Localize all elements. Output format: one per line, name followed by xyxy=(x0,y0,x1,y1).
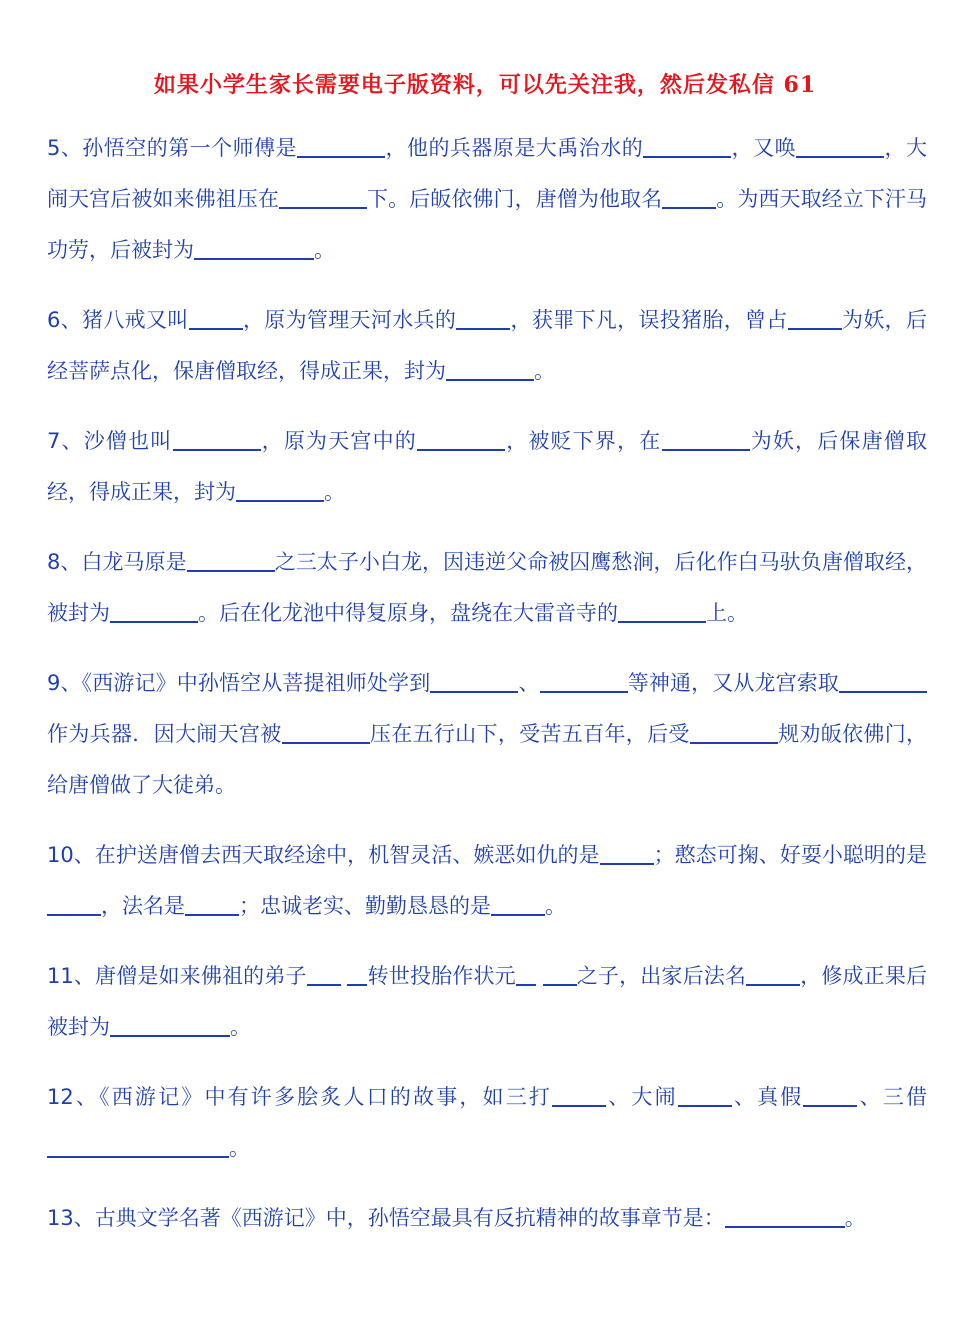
question-text: 转世投胎作状元 xyxy=(367,964,516,988)
answer-blank xyxy=(173,428,261,451)
answer-blank xyxy=(803,1084,857,1107)
question-text: ，原为天宫中的 xyxy=(260,429,417,453)
question-text: ，原为管理天河水兵的 xyxy=(242,308,457,332)
answer-blank xyxy=(540,670,628,693)
question-text: 。 xyxy=(324,480,345,504)
question-text: 9、《西游记》中孙悟空从菩提祖师处学到 xyxy=(47,671,431,695)
answer-blank xyxy=(187,549,275,572)
answer-blank xyxy=(662,186,716,209)
answer-blank xyxy=(47,893,101,916)
question-5 xyxy=(47,123,927,276)
question-text: 规劝皈依佛门，给唐僧做了大徒弟。 xyxy=(47,722,928,797)
question-text: 。 xyxy=(314,238,335,262)
answer-blank xyxy=(189,307,243,330)
question-text: 。后在化龙池中得复原身，盘绕在大雷音寺的 xyxy=(198,601,618,625)
question-text: 为妖，后经菩萨点化，保唐僧取经，得成正果，封为 xyxy=(47,308,928,383)
answer-blank xyxy=(788,307,842,330)
answer-blank xyxy=(746,963,800,986)
question-text: 13、古典文学名著《西游记》中，孙悟空最具有反抗精神的故事章节是： xyxy=(47,1206,725,1230)
answer-blank xyxy=(690,721,778,744)
question-text: 10、在护送唐僧去西天取经途中，机智灵活、嫉恶如仇的是 xyxy=(47,843,600,867)
question-text: 6、猪八戒又叫 xyxy=(47,308,189,332)
answer-blank xyxy=(678,1084,732,1107)
question-text: ，法名是 xyxy=(101,894,185,918)
page-header: 如果小学生家长需要电子版资料，可以先关注我，然后发私信 61 xyxy=(153,72,817,98)
answer-blank xyxy=(662,428,750,451)
question-text: ，又唤 xyxy=(731,136,797,160)
answer-blank xyxy=(643,135,731,158)
answer-blank xyxy=(110,600,198,623)
question-text: ，大闹天宫后被如来佛祖压在 xyxy=(47,136,928,211)
question-text: 。 xyxy=(229,1136,250,1160)
answer-blank xyxy=(430,670,518,693)
answer-blank xyxy=(194,237,314,260)
answer-blank xyxy=(417,428,505,451)
question-text: ，获罪下凡，误投猪胎，曾占 xyxy=(510,308,788,332)
question-text: ，被贬下界，在 xyxy=(505,429,662,453)
question-12 xyxy=(47,1072,927,1174)
question-text: ，修成正果后被封为 xyxy=(47,964,928,1039)
answer-blank xyxy=(543,963,577,986)
question-10 xyxy=(47,830,927,932)
answer-blank xyxy=(236,479,324,502)
question-text: 11、唐僧是如来佛祖的弟子 xyxy=(47,964,307,988)
answer-blank xyxy=(456,307,510,330)
answer-blank xyxy=(347,963,367,986)
question-text: 12、《西游记》中有许多脍炙人口的故事，如三打 xyxy=(47,1085,553,1109)
question-7 xyxy=(47,416,927,518)
question-text: ；憨态可掬、好耍小聪明的是 xyxy=(653,843,927,867)
question-text: ；忠诚老实、勤勤恳恳的是 xyxy=(239,894,491,918)
answer-blank xyxy=(491,893,545,916)
answer-blank xyxy=(552,1084,606,1107)
answer-blank xyxy=(446,358,534,381)
question-text: 。 xyxy=(545,894,566,918)
answer-blank xyxy=(47,1135,229,1158)
answer-blank xyxy=(307,963,341,986)
answer-blank xyxy=(185,893,239,916)
question-text: 、大闹 xyxy=(606,1085,678,1109)
question-text: 。 xyxy=(844,1206,866,1230)
question-text: 8、白龙马原是 xyxy=(47,550,187,574)
question-text: 之子，出家后法名 xyxy=(576,964,747,988)
answer-blank xyxy=(279,186,367,209)
question-text: ，他的兵器原是大禹治水的 xyxy=(385,136,644,160)
question-text: 等神通，又从龙宫索取 xyxy=(627,671,840,695)
question-text: 7、沙僧也叫 xyxy=(47,429,173,453)
question-text: 、真假 xyxy=(731,1085,804,1109)
question-text: 。 xyxy=(534,359,555,383)
question-text: 、 xyxy=(518,671,540,695)
question-text: 上。 xyxy=(706,601,748,625)
answer-blank xyxy=(297,135,385,158)
answer-blank xyxy=(516,963,536,986)
answer-blank xyxy=(796,135,884,158)
question-text: 之三太子小白龙，因违逆父命被囚鹰愁涧，后化作白马驮负唐僧取经，被封为 xyxy=(47,550,927,625)
question-text: 5、孙悟空的第一个师傅是 xyxy=(47,136,298,160)
answer-blank xyxy=(618,600,706,623)
answer-blank xyxy=(110,1014,230,1037)
question-text: 压在五行山下，受苦五百年，后受 xyxy=(369,722,690,746)
question-list xyxy=(47,123,927,1263)
question-text: 。为西天取经立下汗马功劳，后被封为 xyxy=(47,187,928,262)
question-text: 、三借 xyxy=(857,1085,928,1109)
question-text: 作为兵器．因大闹天宫被 xyxy=(47,722,282,746)
question-13 xyxy=(47,1193,927,1244)
answer-blank xyxy=(282,721,370,744)
question-text: 为妖，后保唐僧取经，得成正果，封为 xyxy=(47,429,927,504)
question-text: 。 xyxy=(230,1015,251,1039)
answer-blank xyxy=(725,1205,845,1228)
question-9 xyxy=(47,658,927,811)
answer-blank xyxy=(839,670,927,693)
question-text: 下。后皈依佛门，唐僧为他取名 xyxy=(366,187,663,211)
question-6 xyxy=(47,295,927,397)
question-8 xyxy=(47,537,927,639)
answer-blank xyxy=(600,842,654,865)
question-11 xyxy=(47,951,927,1053)
